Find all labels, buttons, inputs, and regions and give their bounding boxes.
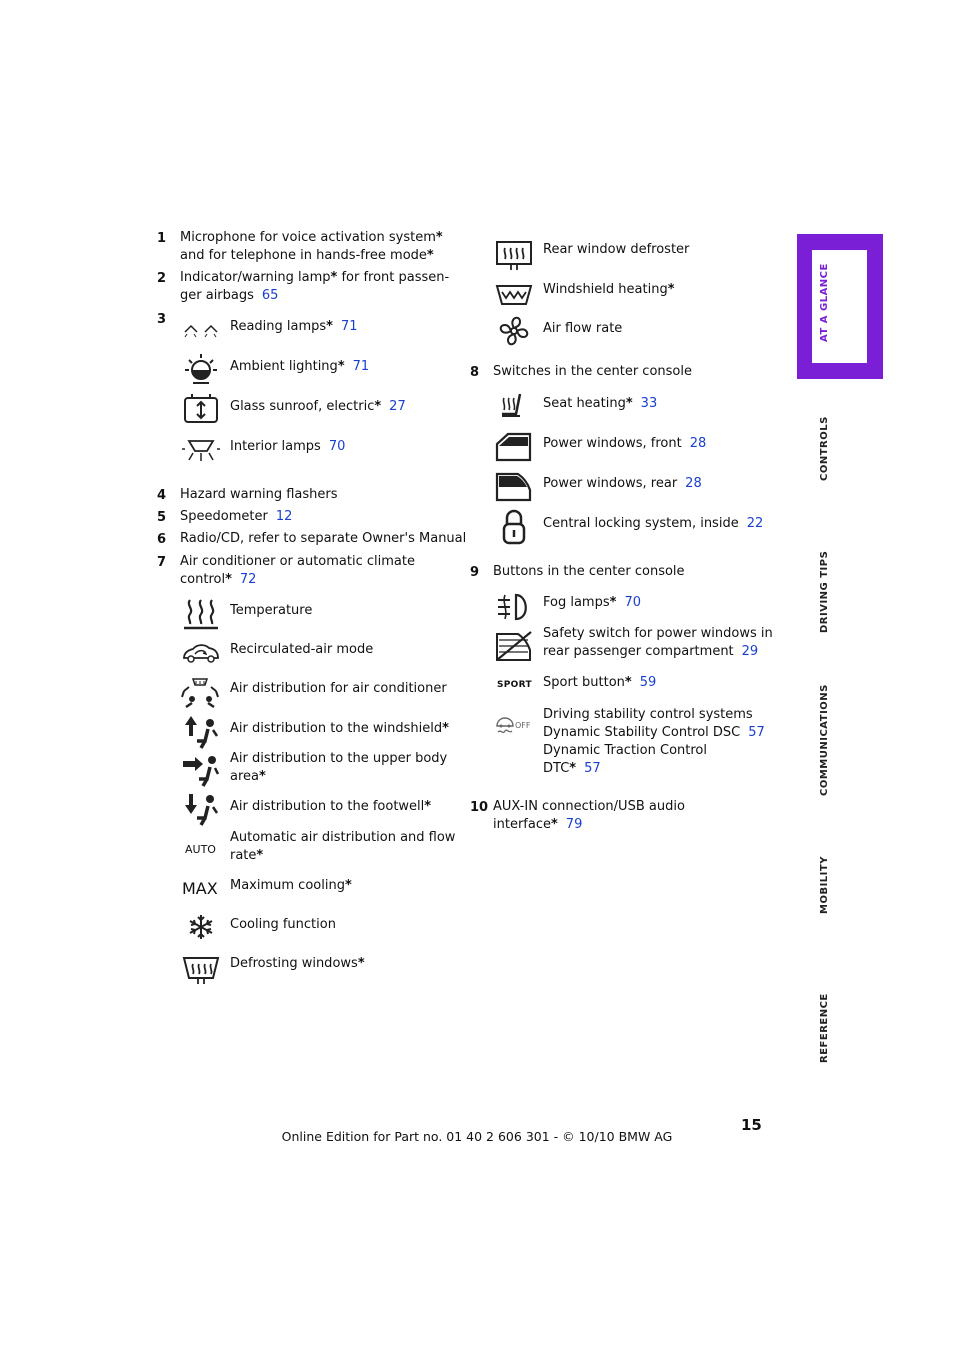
glass-sunroof-icon: [181, 393, 221, 427]
central-locking-label: Central locking system, inside 22: [543, 516, 764, 531]
interior-lamps-icon: [181, 433, 221, 467]
power-windows-front-label: Power windows, front 28: [543, 436, 707, 451]
maximum-cooling-label: Maximum cooling*: [230, 878, 352, 893]
item-number: 6: [157, 532, 167, 547]
seat-heating-icon: [494, 390, 534, 424]
item-number: 8: [470, 365, 480, 380]
tab-controls[interactable]: CONTROLS: [819, 416, 830, 481]
driving-stability-label: Driving stability control systems Dynamic Stability Control DSC 57 Dynamic Traction Control DTC* 57: [543, 707, 765, 776]
page-number: 15: [741, 1116, 762, 1134]
page-link[interactable]: 33: [640, 396, 658, 411]
defrosting-windows-icon: [181, 952, 221, 986]
tab-at-a-glance[interactable]: [797, 234, 883, 379]
page-link[interactable]: 65: [261, 288, 279, 303]
defrosting-windows-label: Defrosting windows*: [230, 956, 365, 971]
seat-heating-label: Seat heating* 33: [543, 396, 658, 411]
footer-edition: Online Edition for Part no. 01 40 2 606 301 - © 10/10 BMW AG: [281, 1129, 673, 1144]
item-number: 1: [157, 231, 167, 246]
page-link[interactable]: 28: [685, 476, 702, 491]
rear-window-defroster-label: Rear window defroster: [543, 242, 690, 257]
item-number: 4: [157, 488, 167, 503]
dsc-off-icon: [494, 714, 516, 738]
item8-text: Switches in the center console: [493, 364, 692, 379]
safety-switch-icon: [494, 630, 534, 664]
item7-text: Air conditioner or automatic climate control* 72: [180, 554, 415, 587]
page-link[interactable]: 59: [639, 675, 657, 690]
air-distribution-upper-body-icon: [181, 753, 221, 789]
windshield-heating-icon: [494, 278, 534, 312]
temperature-label: Temperature: [230, 603, 313, 618]
page-link[interactable]: 29: [741, 644, 759, 659]
cooling-function-label: Cooling function: [230, 917, 336, 932]
item5-text: Speedometer 12: [180, 509, 293, 524]
item2-text: Indicator/warning lamp* for front passen- ger airbags 65: [180, 270, 450, 303]
tab-mobility[interactable]: MOBILITY: [819, 856, 830, 914]
reading-lamps-icon: [181, 318, 221, 340]
off-label: OFF: [515, 721, 531, 730]
page-link[interactable]: 70: [328, 439, 346, 454]
item-number: 2: [157, 271, 167, 286]
item10-text: AUX-IN connection/USB audio interface* 79: [493, 799, 685, 832]
air-distribution-upper-body-label: Air distribution to the upper body area*: [230, 751, 448, 784]
sport-button-label: Sport button* 59: [543, 675, 657, 690]
page-link[interactable]: 71: [352, 359, 370, 374]
item-number: 7: [157, 555, 167, 570]
central-locking-icon: [494, 508, 534, 546]
item6-text: Radio/CD, refer to separate Owner's Manual: [180, 531, 467, 546]
interior-lamps-label: Interior lamps 70: [230, 439, 346, 454]
recirculated-air-label: Recirculated-air mode: [230, 642, 374, 657]
sport-icon: SPORT: [497, 680, 532, 690]
automatic-air-distribution-label: Automatic air distribution and flow rate*: [230, 830, 456, 863]
power-windows-front-icon: [494, 430, 534, 464]
page-link[interactable]: 72: [239, 572, 257, 587]
ambient-lighting-label: Ambient lighting* 71: [230, 359, 370, 374]
power-windows-rear-icon: [494, 470, 534, 504]
rear-window-defroster-icon: [494, 238, 534, 272]
air-distribution-footwell-label: Air distribution to the footwell*: [230, 799, 432, 814]
air-distribution-windshield-label: Air distribution to the windshield*: [230, 721, 449, 736]
tab-communications[interactable]: COMMUNICATIONS: [819, 684, 830, 796]
recirculated-air-icon: [181, 636, 221, 670]
air-distribution-ac-label: Air distribution for air conditioner: [230, 681, 447, 696]
fog-lamps-icon: [494, 590, 534, 624]
page-link[interactable]: 12: [275, 509, 293, 524]
page-link[interactable]: 79: [565, 817, 583, 832]
tab-reference[interactable]: REFERENCE: [819, 993, 830, 1063]
snowflake-icon: [181, 911, 221, 943]
air-distribution-windshield-icon: [181, 714, 221, 750]
item4-text: Hazard warning flashers: [180, 487, 338, 502]
safety-switch-label: Safety switch for power windows in rear passenger compartment 29: [543, 626, 773, 659]
item1-text: Microphone for voice activation system* and for telephone in hands-free mode*: [180, 230, 443, 263]
item-number: 5: [157, 510, 167, 525]
page-link[interactable]: 57: [748, 725, 765, 740]
tab-label-at-a-glance[interactable]: AT A GLANCE: [819, 263, 830, 342]
air-distribution-footwell-icon: [181, 792, 221, 828]
page-link[interactable]: 28: [689, 436, 707, 451]
auto-icon: AUTO: [185, 843, 216, 856]
page-link[interactable]: 22: [746, 516, 764, 531]
air-flow-rate-icon: [494, 314, 534, 348]
ambient-lighting-icon: [181, 352, 221, 386]
page-link[interactable]: 27: [389, 399, 406, 414]
page-link[interactable]: 57: [584, 761, 601, 776]
tab-driving-tips[interactable]: DRIVING TIPS: [819, 550, 830, 633]
power-windows-rear-label: Power windows, rear 28: [543, 476, 702, 491]
page-link[interactable]: 70: [624, 595, 641, 610]
glass-sunroof-label: Glass sunroof, electric* 27: [230, 399, 406, 414]
reading-lamps-label: Reading lamps* 71: [230, 319, 358, 334]
item-number: 10: [470, 800, 489, 815]
item9-text: Buttons in the center console: [493, 564, 685, 579]
page-link[interactable]: 71: [340, 319, 358, 334]
windshield-heating-label: Windshield heating*: [543, 282, 675, 297]
item-number: 9: [470, 565, 480, 580]
max-icon: MAX: [182, 879, 218, 898]
temperature-icon: [181, 596, 221, 630]
item-number: 3: [157, 312, 167, 327]
fog-lamps-label: Fog lamps* 70: [543, 595, 641, 610]
air-distribution-ac-icon: [180, 673, 220, 711]
air-flow-rate-label: Air flow rate: [543, 321, 623, 336]
